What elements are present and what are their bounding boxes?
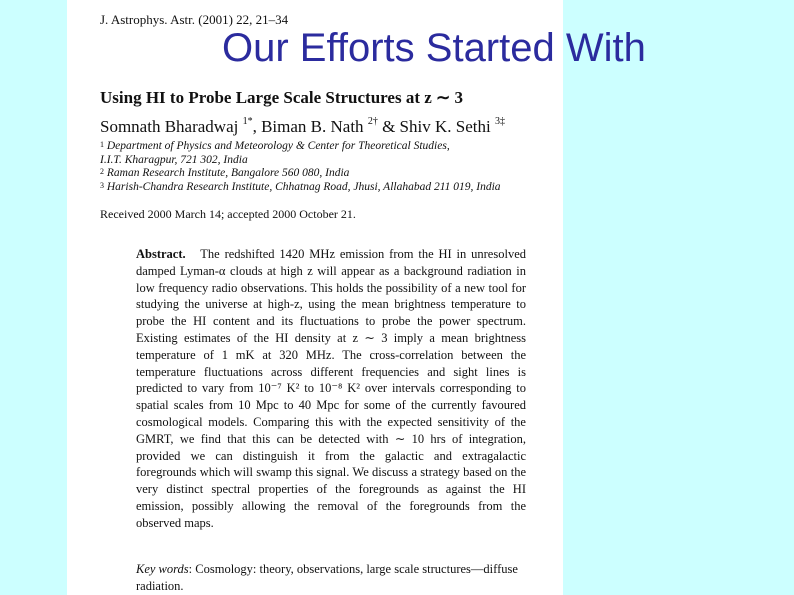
affiliation-number: 3 <box>100 181 104 190</box>
slide-title: Our Efforts Started With <box>222 26 646 70</box>
abstract-label: Abstract. <box>136 247 186 261</box>
keywords <box>136 561 526 595</box>
author-mark: 2† <box>367 116 378 127</box>
keywords-label: Key words <box>136 562 189 576</box>
author-mark: 3‡ <box>494 116 505 127</box>
affiliation-text: Raman Research Institute, Bangalore 560 080, India <box>106 167 350 179</box>
affiliation-text: I.I.T. Kharagpur, 721 302, India <box>100 154 248 166</box>
received-date: Received 2000 March 14; accepted 2000 October 21. <box>100 207 356 221</box>
paper-title: Using HI to Probe Large Scale Structures at z ∼ 3 <box>100 88 464 107</box>
affiliation-text: Department of Physics and Meteorology & Center for Theoretical Studies, <box>106 140 450 152</box>
author-separator: , <box>252 117 262 136</box>
affiliation-number: 1 <box>100 140 104 149</box>
author-list <box>100 118 505 135</box>
author-name: Shiv K. Sethi <box>399 117 491 136</box>
affiliation-text: Harish-Chandra Research Institute, Chhatnag Road, Jhusi, Allahabad 211 019, India <box>106 181 501 193</box>
affiliation-line <box>100 168 349 180</box>
affiliation-number: 2 <box>100 167 104 176</box>
abstract <box>136 246 526 532</box>
keywords-text: : Cosmology: theory, observations, large scale structures—diffuse radiation. <box>136 562 518 593</box>
affiliation-line <box>100 141 450 153</box>
author-name: Somnath Bharadwaj <box>100 117 239 136</box>
author-name: Biman B. Nath <box>261 117 364 136</box>
journal-reference: J. Astrophys. Astr. (2001) 22, 21–34 <box>100 12 289 27</box>
author-mark: 1* <box>242 116 253 127</box>
affiliation-line <box>100 182 501 194</box>
affiliation-line <box>100 155 248 167</box>
abstract-text: The redshifted 1420 MHz emission from the HI in unresolved damped Lyman-α clouds at high z will appear as a background radiation in low frequency radio observations. This holds the possibility of a new tool for studying the universe at high-z, using the mean brightness temperature to probe the HI content and its fluctuations to probe the power spectrum. Existing estimates of the HI density at z ∼ 3 imply a mean brightness temperature of 1 mK at 320 MHz. The cross-correlation between the temperature fluctuations across different frequencies and sight lines is predicted to vary from 10⁻⁷ K² to 10⁻⁸ K² over intervals corresponding to spatial scales from 10 Mpc to 40 Mpc for some of the currently favoured cosmological models. Comparing this with the expected sensitivity of the GMRT, we find that this can be detected with ∼ 10 hrs of integration, provided we can distinguish it from the galactic and extragalactic foregrounds which will swamp this signal. We discuss a strategy based on the very distinct spectral properties of the foregrounds as against the HI emission, possibly allowing the removal of the foregrounds from the observed maps. <box>136 247 526 530</box>
author-separator: & <box>377 117 400 136</box>
